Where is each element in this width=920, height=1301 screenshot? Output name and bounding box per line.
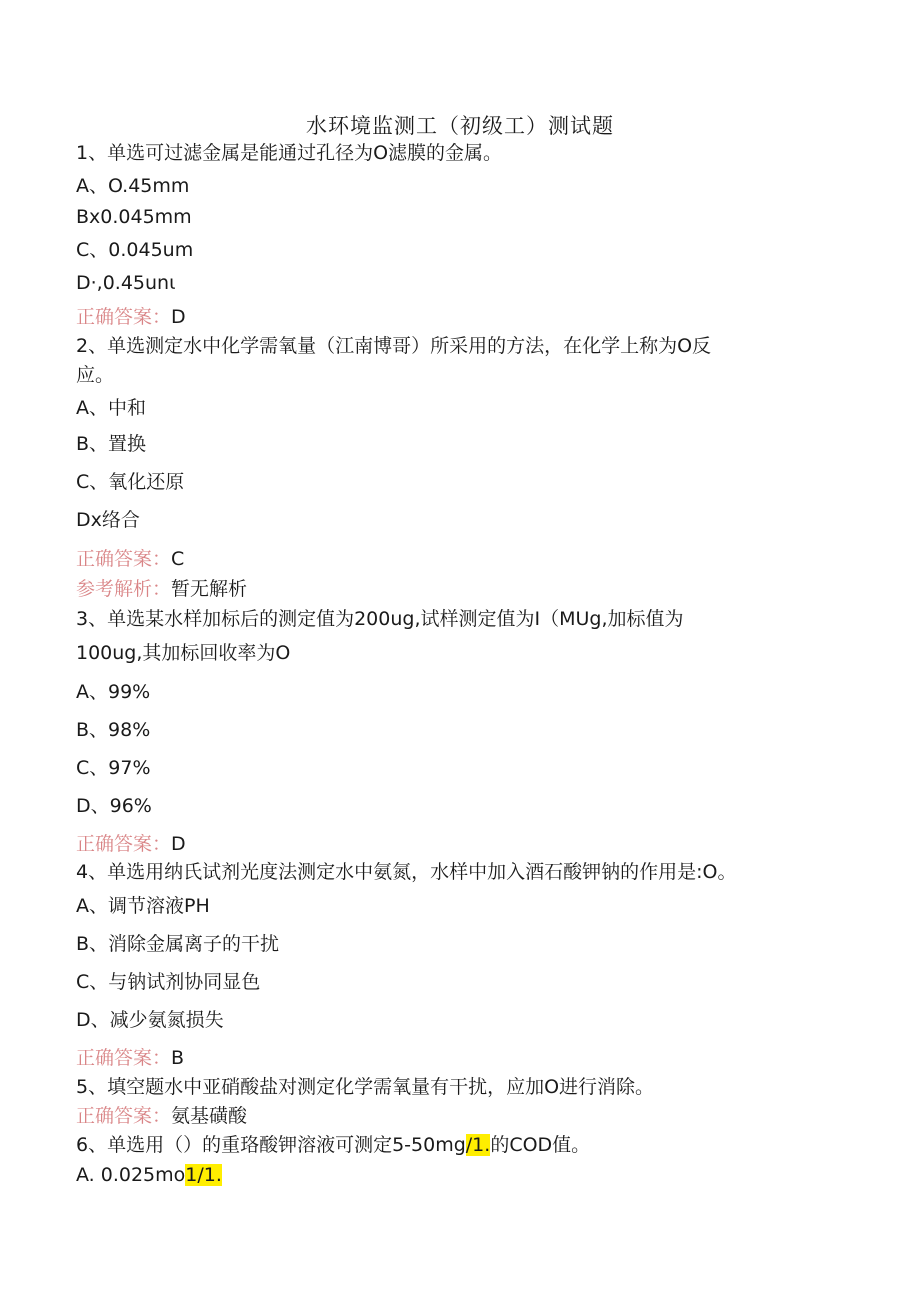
analysis-label: 参考解析： bbox=[76, 578, 172, 600]
q2-option-a: A、中和 bbox=[76, 397, 146, 419]
answer-label: 正确答案： bbox=[76, 306, 172, 328]
answer-value: D bbox=[171, 306, 186, 328]
question-1: 1、单选可过滤金属是能通过孔径为O滤膜的金属。 bbox=[76, 142, 503, 164]
analysis-value: 暂无解析 bbox=[171, 578, 248, 600]
question-2-line-1: 2、单选测定水中化学需氧量（江南博哥）所采用的方法，在化学上称为O反 bbox=[76, 335, 712, 357]
answer-value: 氨基磺酸 bbox=[171, 1105, 248, 1127]
answer-value: C bbox=[171, 548, 185, 570]
q3-option-c: C、97% bbox=[76, 757, 151, 779]
q3-option-d: D、96% bbox=[76, 795, 152, 817]
document-title: 水环境监测工（初级工）测试题 bbox=[306, 114, 614, 138]
q2-analysis bbox=[76, 578, 247, 601]
q2-option-b: B、置换 bbox=[76, 433, 147, 455]
q1-option-d: D·,0.45unι bbox=[76, 272, 176, 294]
q4-option-b: B、消除金属离子的干扰 bbox=[76, 933, 280, 955]
q4-option-d: D、减少氨氮损失 bbox=[76, 1009, 224, 1031]
answer-value: D bbox=[171, 833, 186, 855]
answer-label: 正确答案： bbox=[76, 1105, 172, 1127]
question-4: 4、单选用纳氏试剂光度法测定水中氨氮，水样中加入酒石酸钾钠的作用是:O。 bbox=[76, 861, 737, 883]
question-2-line-2: 应。 bbox=[76, 364, 115, 386]
q3-answer bbox=[76, 833, 186, 856]
q1-option-a: A、O.45mm bbox=[76, 175, 190, 197]
question-3-line-2: 100ug,其加标回收率为O bbox=[76, 642, 291, 664]
answer-label: 正确答案： bbox=[76, 1047, 172, 1069]
question-6-text: 6、单选用（）的重珞酸钾溶液可测定5-50mg bbox=[76, 1134, 466, 1156]
q3-option-b: B、98% bbox=[76, 719, 151, 741]
question-3-line-1: 3、单选某水样加标后的测定值为200ug,试样测定值为I（MUg,加标值为 bbox=[76, 608, 684, 630]
question-6 bbox=[76, 1134, 590, 1157]
q6-option-a bbox=[76, 1164, 222, 1187]
q2-option-d: Dx络合 bbox=[76, 509, 140, 531]
answer-value: B bbox=[171, 1047, 185, 1069]
q1-option-c: C、0.045um bbox=[76, 239, 194, 261]
q2-answer bbox=[76, 548, 184, 571]
answer-label: 正确答案： bbox=[76, 548, 172, 570]
q6-option-a-text: A. 0.025mo bbox=[76, 1164, 186, 1186]
q4-option-a: A、调节溶液PH bbox=[76, 895, 210, 917]
q5-answer bbox=[76, 1105, 247, 1128]
q3-option-a: A、99% bbox=[76, 681, 151, 703]
question-6-text-end: 的COD值。 bbox=[490, 1134, 591, 1156]
q2-option-c: C、氧化还原 bbox=[76, 471, 185, 493]
q4-option-c: C、与钠试剂协同显色 bbox=[76, 971, 261, 993]
question-5: 5、填空题水中亚硝酸盐对测定化学需氧量有干扰，应加O进行消除。 bbox=[76, 1076, 655, 1098]
highlighted-text: 1/1. bbox=[185, 1164, 222, 1186]
q1-answer bbox=[76, 306, 186, 329]
q4-answer bbox=[76, 1047, 184, 1070]
q1-option-b: Bx0.045mm bbox=[76, 206, 192, 228]
answer-label: 正确答案： bbox=[76, 833, 172, 855]
highlighted-text: /1. bbox=[465, 1134, 491, 1156]
